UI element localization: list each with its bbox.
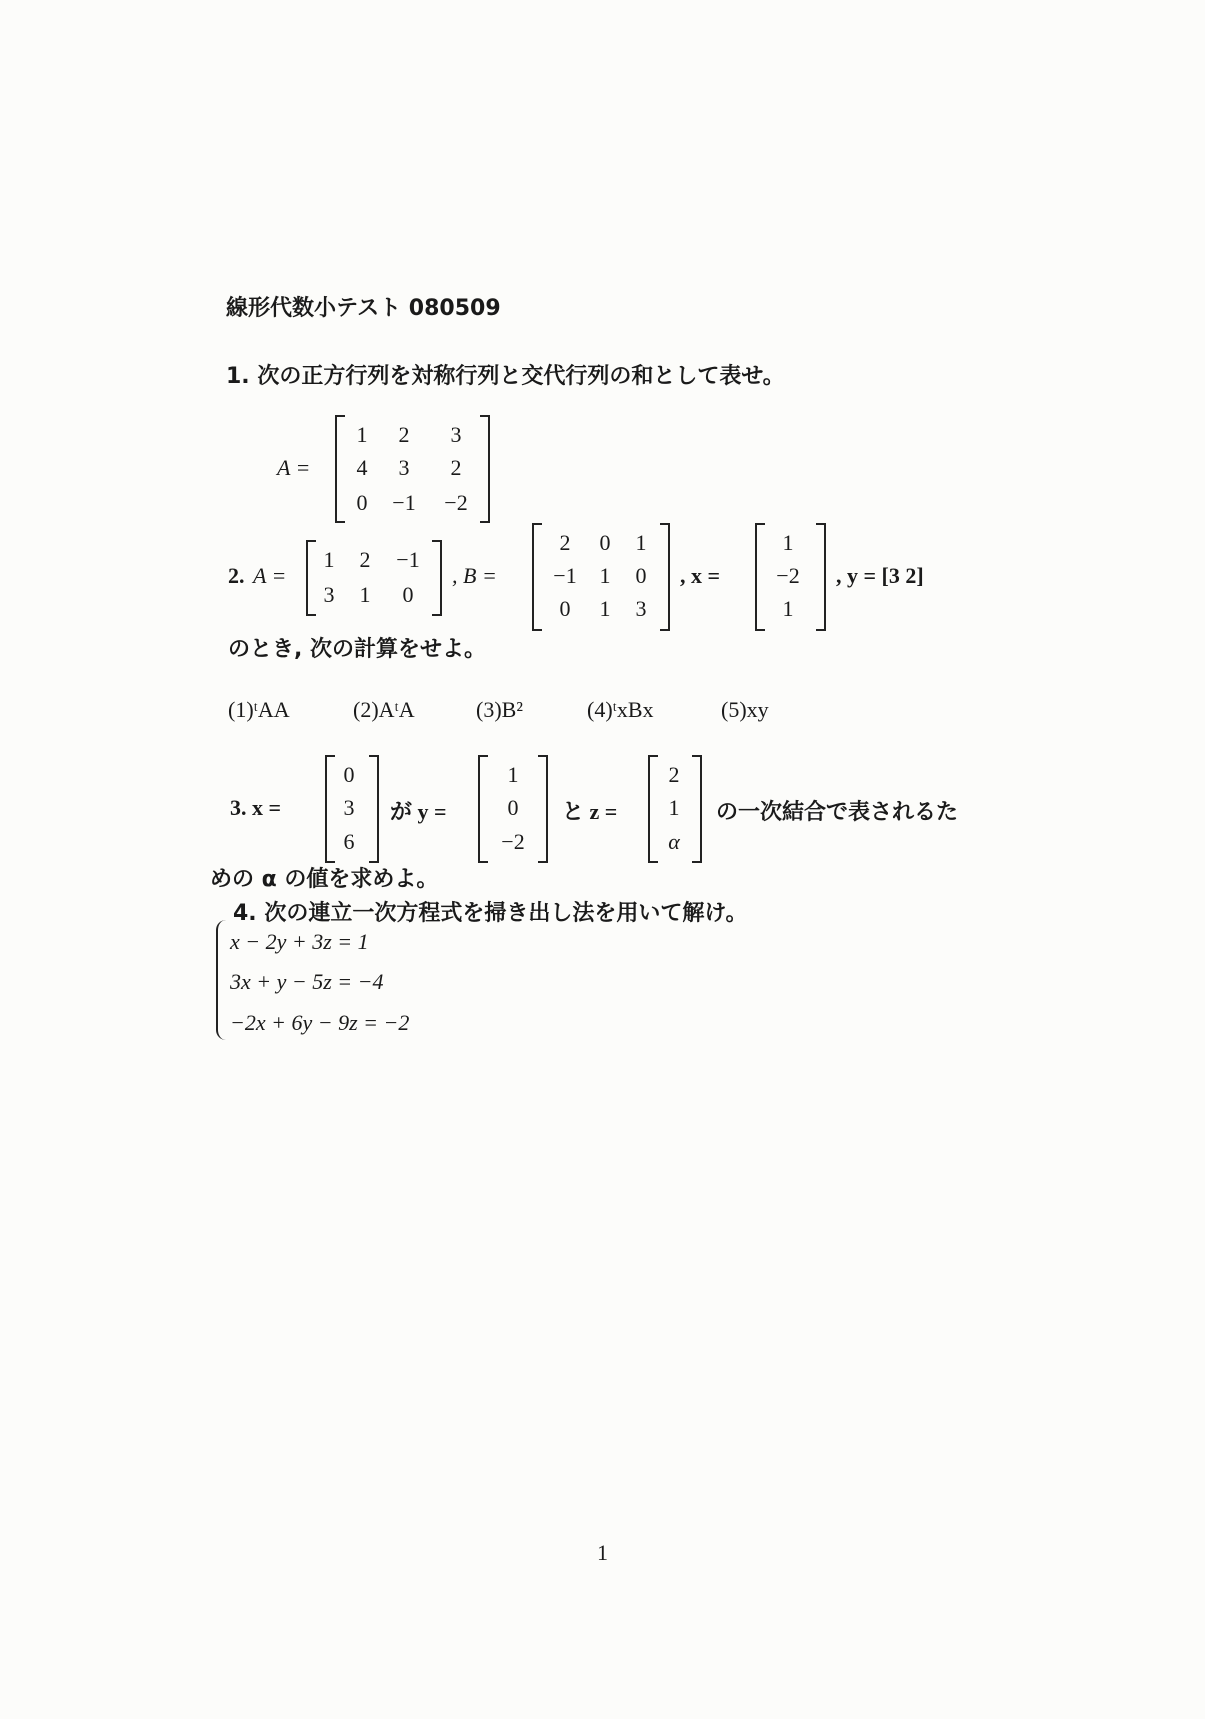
q2-x-label: , x = (680, 563, 721, 588)
q3-y-label: が y = (390, 799, 447, 824)
q3-x-label: 3. x = (230, 795, 282, 820)
matrix-cell: 1 (599, 596, 611, 621)
q2-A-right-bracket (432, 540, 442, 616)
matrix-cell: 2 (359, 547, 371, 572)
matrix-cell: −1 (553, 563, 577, 588)
matrix-cell: 3 (398, 455, 410, 480)
q3-y-right-bracket (538, 755, 548, 863)
matrix-cell: 1 (635, 530, 647, 555)
matrix-cell: 1 (599, 563, 611, 588)
q3-tail-text-2: めの α の値を求めよ。 (210, 867, 439, 892)
vector-cell: 1 (782, 530, 794, 555)
equation-3: −2x + 6y − 9z = −2 (230, 1010, 410, 1035)
q2-item-4: (4)ᵗxBx (587, 697, 654, 722)
vector-cell: 1 (668, 795, 680, 820)
q2-item-2: (2)AᵗA (353, 697, 415, 722)
q2-item-5: (5)xy (721, 697, 769, 722)
q2-y-label: , y = [3 2] (836, 563, 924, 588)
vector-cell: 6 (343, 829, 355, 854)
vector-cell: 0 (507, 795, 519, 820)
question-1-text: 1. 次の正方行列を対称行列と交代行列の和として表せ。 (226, 364, 785, 389)
vector-cell: 2 (668, 762, 680, 787)
q3-y-left-bracket (478, 755, 488, 863)
matrix-cell: 1 (323, 547, 335, 572)
matrix-cell: 2 (398, 422, 410, 447)
q1-matrix-right-bracket (480, 415, 490, 523)
vector-cell: α (668, 829, 680, 854)
matrix-cell: 0 (402, 582, 414, 607)
matrix-cell: 0 (635, 563, 647, 588)
vector-cell: −2 (501, 829, 525, 854)
q2-B-right-bracket (660, 523, 670, 631)
page-number: 1 (597, 1540, 608, 1565)
equation-system-brace (216, 920, 228, 1040)
matrix-cell: 2 (559, 530, 571, 555)
matrix-cell: 2 (450, 455, 462, 480)
vector-cell: 3 (343, 795, 355, 820)
q2-number: 2. (228, 563, 245, 588)
matrix-cell: −1 (396, 547, 420, 572)
matrix-cell: 1 (356, 422, 368, 447)
q2-item-1: (1)ᵗAA (228, 697, 290, 722)
matrix-cell: 1 (359, 582, 371, 607)
q3-tail-text: の一次結合で表されるた (716, 800, 959, 825)
q2-A-label: A = (253, 563, 287, 588)
q2-item-3: (3)B² (476, 697, 523, 722)
matrix-cell: 4 (356, 455, 368, 480)
matrix-cell: 0 (599, 530, 611, 555)
vector-cell: 0 (343, 762, 355, 787)
test-title: 線形代数小テスト 080509 (226, 296, 501, 321)
matrix-cell: 3 (323, 582, 335, 607)
q2-instruction: のとき, 次の計算をせよ。 (228, 637, 487, 662)
matrix-cell: −1 (392, 490, 416, 515)
q3-z-label: と z = (562, 799, 618, 824)
q2-x-left-bracket (755, 523, 765, 631)
vector-cell: −2 (776, 563, 800, 588)
q2-x-right-bracket (816, 523, 826, 631)
equation-2: 3x + y − 5z = −4 (230, 969, 384, 994)
q2-B-left-bracket (532, 523, 542, 631)
q2-B-label: , B = (452, 563, 497, 588)
vector-cell: 1 (507, 762, 519, 787)
question-4-text: 4. 次の連立一次方程式を掃き出し法を用いて解け。 (233, 901, 748, 926)
matrix-cell: 0 (356, 490, 368, 515)
matrix-cell: 3 (450, 422, 462, 447)
matrix-cell: 0 (559, 596, 571, 621)
vector-cell: 1 (782, 596, 794, 621)
q1-matrix-label: A = (277, 455, 311, 480)
matrix-cell: 3 (635, 596, 647, 621)
equation-1: x − 2y + 3z = 1 (230, 929, 369, 954)
matrix-cell: −2 (444, 490, 468, 515)
